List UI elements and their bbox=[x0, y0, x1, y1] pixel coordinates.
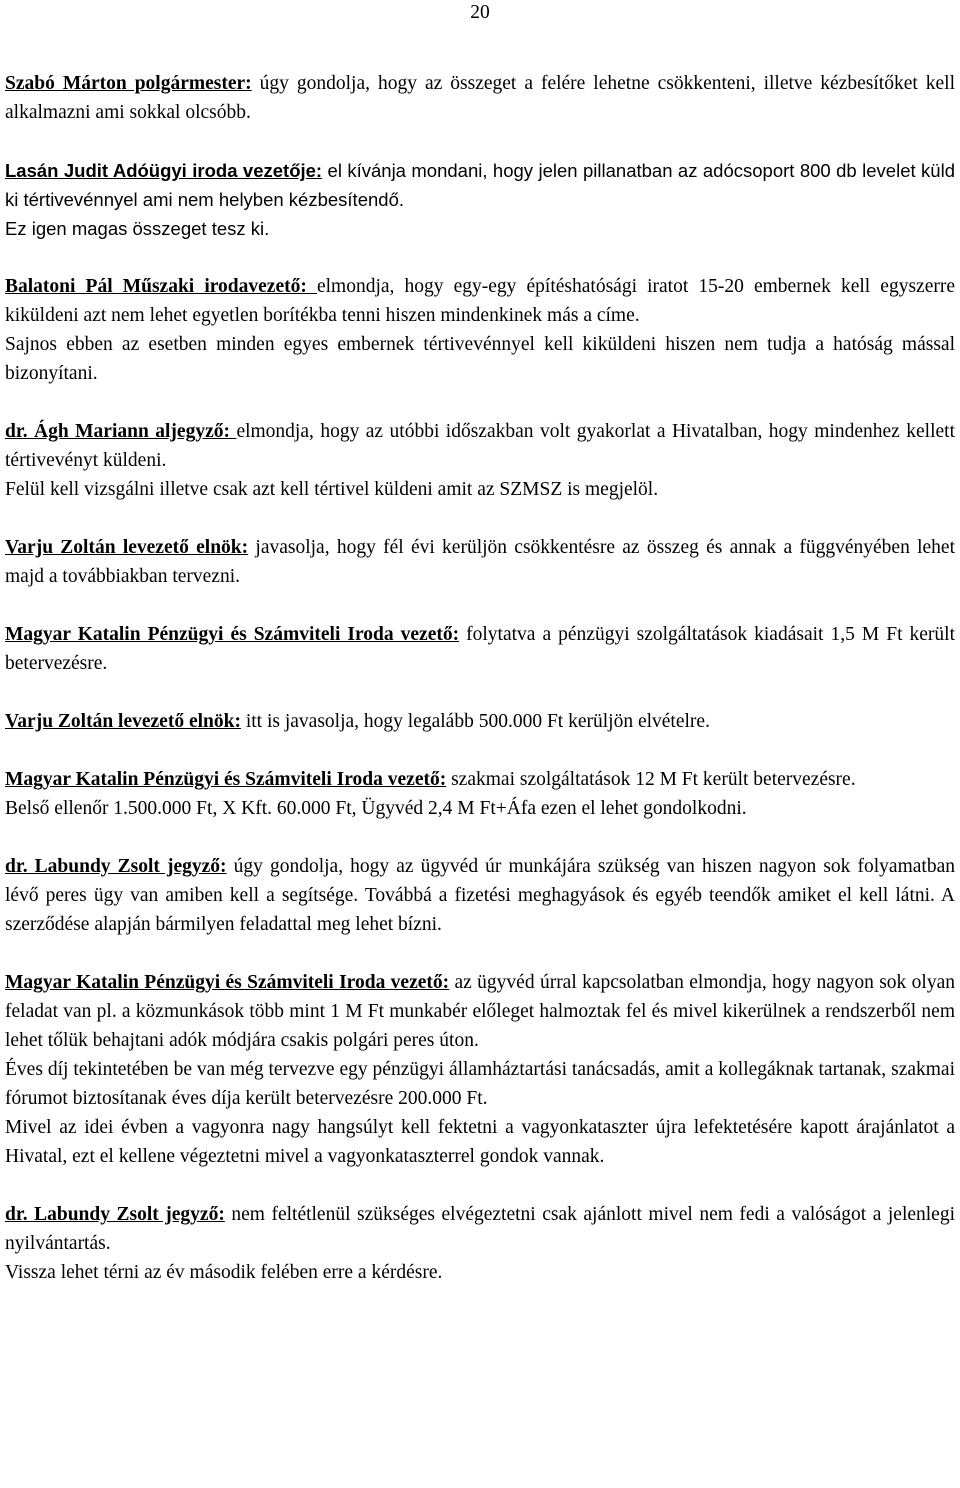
speaker-label: Magyar Katalin Pénzügyi és Számviteli Iroda vezető: bbox=[5, 972, 450, 993]
speaker-label: Magyar Katalin Pénzügyi és Számviteli Iroda vezető: bbox=[5, 624, 460, 645]
paragraph-text: javasolja, hogy fél évi kerüljön csökkentésre az összeg és annak a függvényében lehet majd a továbbiakban tervezni. bbox=[5, 537, 955, 587]
paragraph-text-extra: Sajnos ebben az esetben minden egyes embernek tértivevénnyel kell kiküldeni hiszen nem tudja a hatóság mással bizonyítani. bbox=[5, 334, 955, 384]
paragraph-magyar-1 bbox=[5, 620, 955, 678]
speaker-label: dr. Labundy Zsolt jegyző: bbox=[5, 1204, 225, 1225]
paragraph-balatoni bbox=[5, 272, 955, 388]
speaker-label: Varju Zoltán levezető elnök: bbox=[5, 537, 249, 558]
paragraph-lasan bbox=[5, 156, 955, 243]
paragraph-varju-2 bbox=[5, 707, 955, 736]
paragraph-text: itt is javasolja, hogy legalább 500.000 Ft kerüljön elvételre. bbox=[240, 711, 710, 732]
speaker-label: dr. Ágh Mariann aljegyző: bbox=[5, 421, 237, 442]
paragraph-text: az ügyvéd úrral kapcsolatban elmondja, hogy nagyon sok olyan feladat van pl. a közmunkások több mint 1 M Ft munkabér előleget halmoztak fel és mivel kikerülnek a rendszerből nem lehet tőlük behajtani adók módjára csakis polgári peres úton. bbox=[5, 972, 955, 1051]
paragraph-text: elmondja, hogy egy-egy építéshatósági iratot 15-20 embernek kell egyszerre kiküldeni azt nem lehet egyetlen borítékba tenni hiszen mindenkinek más a címe. bbox=[5, 276, 955, 326]
paragraph-text-extra: Belső ellenőr 1.500.000 Ft, X Kft. 60.000 Ft, Ügyvéd 2,4 M Ft+Áfa ezen el lehet gondolkodni. bbox=[5, 798, 747, 819]
page-number: 20 bbox=[470, 2, 490, 23]
speaker-label: Varju Zoltán levezető elnök: bbox=[5, 711, 241, 732]
speaker-label: Balatoni Pál Műszaki irodavezető: bbox=[5, 276, 317, 297]
paragraph-agh bbox=[5, 417, 955, 504]
minutes-body bbox=[5, 69, 955, 1287]
paragraph-text: szakmai szolgáltatások 12 M Ft került betervezésre. bbox=[446, 769, 856, 790]
paragraph-labundy-2 bbox=[5, 1200, 955, 1287]
paragraph-text-extra: Éves díj tekintetében be van még tervezve egy pénzügyi államháztartási tanácsadás, amit a kollegáknak tartanak, szakmai fórumot biztosítanak éves díja került betervezésre 200.000 Ft. bbox=[5, 1059, 955, 1109]
paragraph-text: folytatva a pénzügyi szolgáltatások kiadásait 1,5 M Ft került betervezésre. bbox=[5, 624, 955, 674]
speaker-label: Lasán Judit Adóügyi iroda vezetője: bbox=[5, 160, 323, 181]
paragraph-text: úgy gondolja, hogy az ügyvéd úr munkájára szükség van hiszen nagyon sok folyamatban lévő peres ügy van amiben kell a segítsége. Továbbá a fizetési meghagyások és egyéb teendők amiket el kell látni. A szerződése alapján bármilyen feladattal meg lehet bízni. bbox=[5, 856, 955, 935]
paragraph-varju-1 bbox=[5, 533, 955, 591]
paragraph-text: nem feltétlenül szükséges elvégeztetni csak ajánlott mivel nem fedi a valóságot a jelenlegi nyilvántartás. bbox=[5, 1204, 956, 1254]
speaker-label: Magyar Katalin Pénzügyi és Számviteli Iroda vezető: bbox=[5, 769, 447, 790]
paragraph-text: el kívánja mondani, hogy jelen pillanatban az adócsoport 800 db levelet küld ki tértivevénnyel ami nem helyben kézbesítendő. bbox=[5, 160, 955, 210]
paragraph-magyar-2 bbox=[5, 765, 955, 823]
paragraph-text: úgy gondolja, hogy az összeget a felére lehetne csökkenteni, illetve kézbesítőket kell alkalmazni ami sokkal olcsóbb. bbox=[5, 73, 955, 123]
paragraph-labundy-1 bbox=[5, 852, 955, 939]
speaker-label: dr. Labundy Zsolt jegyző: bbox=[5, 856, 227, 877]
paragraph-szabo bbox=[5, 69, 955, 127]
paragraph-text-extra: Felül kell vizsgálni illetve csak azt kell tértivel küldeni amit az SZMSZ is megjelöl. bbox=[5, 479, 659, 500]
speaker-label: Szabó Márton polgármester: bbox=[5, 73, 252, 94]
paragraph-text-extra: Vissza lehet térni az év második felében erre a kérdésre. bbox=[5, 1262, 443, 1283]
paragraph-magyar-3 bbox=[5, 968, 955, 1171]
paragraph-text-extra: Ez igen magas összeget tesz ki. bbox=[5, 218, 270, 239]
paragraph-text-extra: Mivel az idei évben a vagyonra nagy hangsúlyt kell fektetni a vagyonkataszter újra lefektetésére kapott árajánlatot a Hivatal, ezt el kellene végeztetni mivel a vagyonkataszterrel gondok vannak. bbox=[5, 1117, 955, 1167]
paragraph-text: elmondja, hogy az utóbbi időszakban volt gyakorlat a Hivatalban, hogy mindenhez kellett tértivevényt küldeni. bbox=[5, 421, 955, 471]
